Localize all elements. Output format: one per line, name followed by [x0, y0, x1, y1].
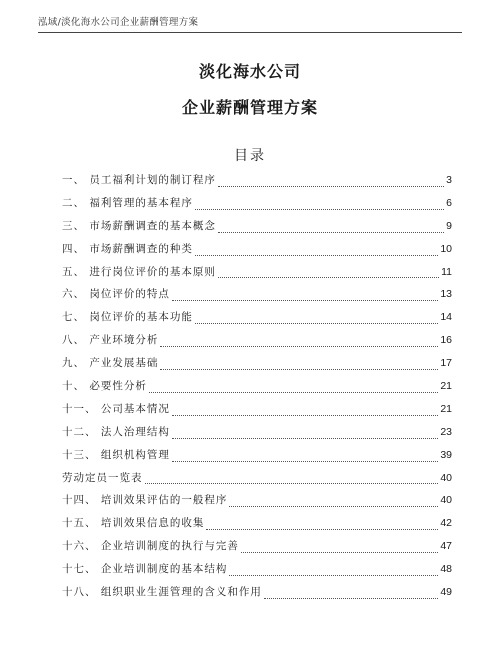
toc-entry-title: 五、 进行岗位评价的基本原则 — [62, 265, 216, 278]
toc-dot-leader — [172, 438, 438, 439]
toc-entry[interactable] — [62, 470, 452, 493]
toc-entry[interactable] — [62, 309, 452, 332]
plan-title: 企业薪酬管理方案 — [181, 98, 318, 117]
toc-entry[interactable] — [62, 515, 452, 538]
toc-entry-page-number: 40 — [440, 494, 452, 507]
toc-entry-page-number: 40 — [440, 471, 452, 484]
toc-entry-title: 十六、 企业培训制度的执行与完善 — [62, 540, 239, 553]
toc-entry-page-number: 42 — [440, 517, 452, 530]
toc-entry-title: 劳动定员一览表 — [62, 471, 143, 484]
toc-entry-title: 七、 岗位评价的基本功能 — [62, 311, 193, 324]
toc-dot-leader — [160, 346, 438, 347]
toc-entry-page-number: 16 — [440, 334, 452, 347]
toc-entry[interactable] — [62, 561, 452, 584]
toc-dot-leader — [160, 369, 438, 370]
toc-entry[interactable] — [62, 332, 452, 355]
toc-entry-page-number: 3 — [446, 174, 452, 186]
toc-entry[interactable] — [62, 538, 452, 561]
toc-dot-leader — [218, 186, 444, 187]
document-title — [0, 62, 500, 118]
toc-dot-leader — [195, 209, 444, 210]
toc-dot-leader — [241, 552, 438, 553]
company-name: 淡化海水公司 — [198, 62, 301, 81]
toc-entry-page-number: 13 — [440, 288, 452, 301]
toc-entry[interactable] — [62, 286, 452, 309]
toc-dot-leader — [195, 323, 438, 324]
toc-entry[interactable] — [62, 424, 452, 447]
toc-entry-page-number: 49 — [440, 586, 452, 599]
toc-entry-page-number: 23 — [440, 425, 452, 438]
toc-entry-title: 十一、 公司基本情况 — [62, 402, 170, 415]
toc-entry-title: 三、 市场薪酬调查的基本概念 — [62, 219, 216, 232]
toc-entry-title: 六、 岗位评价的特点 — [62, 288, 170, 301]
toc-dot-leader — [145, 483, 439, 484]
toc-dot-leader — [218, 232, 444, 233]
toc-entry-page-number: 39 — [440, 448, 452, 461]
toc-entry-page-number: 21 — [440, 380, 452, 393]
toc-dot-leader — [172, 461, 438, 462]
toc-entry-title: 十五、 培训效果信息的收集 — [62, 517, 205, 530]
toc-entry[interactable] — [62, 264, 452, 287]
toc-entry-page-number: 11 — [441, 265, 452, 278]
toc-entry-page-number: 21 — [440, 402, 452, 415]
toc-entry-title: 四、 市场薪酬调查的种类 — [62, 242, 193, 255]
toc-entry-page-number: 47 — [440, 540, 452, 553]
toc-entry[interactable] — [62, 401, 452, 424]
toc-entry[interactable] — [62, 241, 452, 264]
toc-entry[interactable] — [62, 355, 452, 378]
toc-entry-title: 二、 福利管理的基本程序 — [62, 196, 193, 209]
toc-entry[interactable] — [62, 447, 452, 470]
running-header: 泓域/淡化海水公司企业薪酬管理方案 — [38, 17, 199, 28]
toc-entry[interactable] — [62, 584, 452, 607]
toc-entry-title: 十三、 组织机构管理 — [62, 448, 170, 461]
toc-dot-leader — [264, 598, 438, 599]
toc-entry-title: 十二、 法人治理结构 — [62, 425, 170, 438]
toc-entry-title: 八、 产业环境分析 — [62, 334, 159, 347]
toc-entry[interactable] — [62, 195, 452, 218]
toc-dot-leader — [149, 392, 438, 393]
toc-entry-page-number: 48 — [440, 563, 452, 576]
toc-entry[interactable] — [62, 218, 452, 241]
toc-entry[interactable] — [62, 172, 452, 195]
toc-entry-page-number: 6 — [446, 196, 452, 209]
toc-dot-leader — [229, 506, 438, 507]
toc-dot-leader — [218, 277, 439, 278]
header-divider — [38, 32, 462, 33]
toc-entry-title: 十八、 组织职业生涯管理的含义和作用 — [62, 586, 262, 599]
toc-entry-page-number: 10 — [440, 242, 452, 255]
toc-entry-title: 九、 产业发展基础 — [62, 357, 159, 370]
toc-entry[interactable] — [62, 492, 452, 515]
toc-entry-title: 十四、 培训效果评估的一般程序 — [62, 494, 228, 507]
toc-entry-title: 十、 必要性分析 — [62, 380, 147, 393]
toc-dot-leader — [206, 529, 438, 530]
toc-dot-leader — [172, 415, 438, 416]
toc-entry-page-number: 17 — [440, 357, 452, 370]
toc-heading: 目录 — [234, 148, 266, 164]
toc-entry-title: 一、 员工福利计划的制订程序 — [62, 174, 216, 186]
toc-entry-page-number: 14 — [440, 311, 452, 324]
toc-dot-leader — [229, 575, 438, 576]
toc-entry-page-number: 9 — [446, 219, 452, 232]
toc-entry[interactable] — [62, 378, 452, 401]
toc-entry-title: 十七、 企业培训制度的基本结构 — [62, 563, 228, 576]
table-of-contents — [62, 172, 452, 607]
toc-dot-leader — [195, 255, 438, 256]
toc-dot-leader — [172, 300, 438, 301]
